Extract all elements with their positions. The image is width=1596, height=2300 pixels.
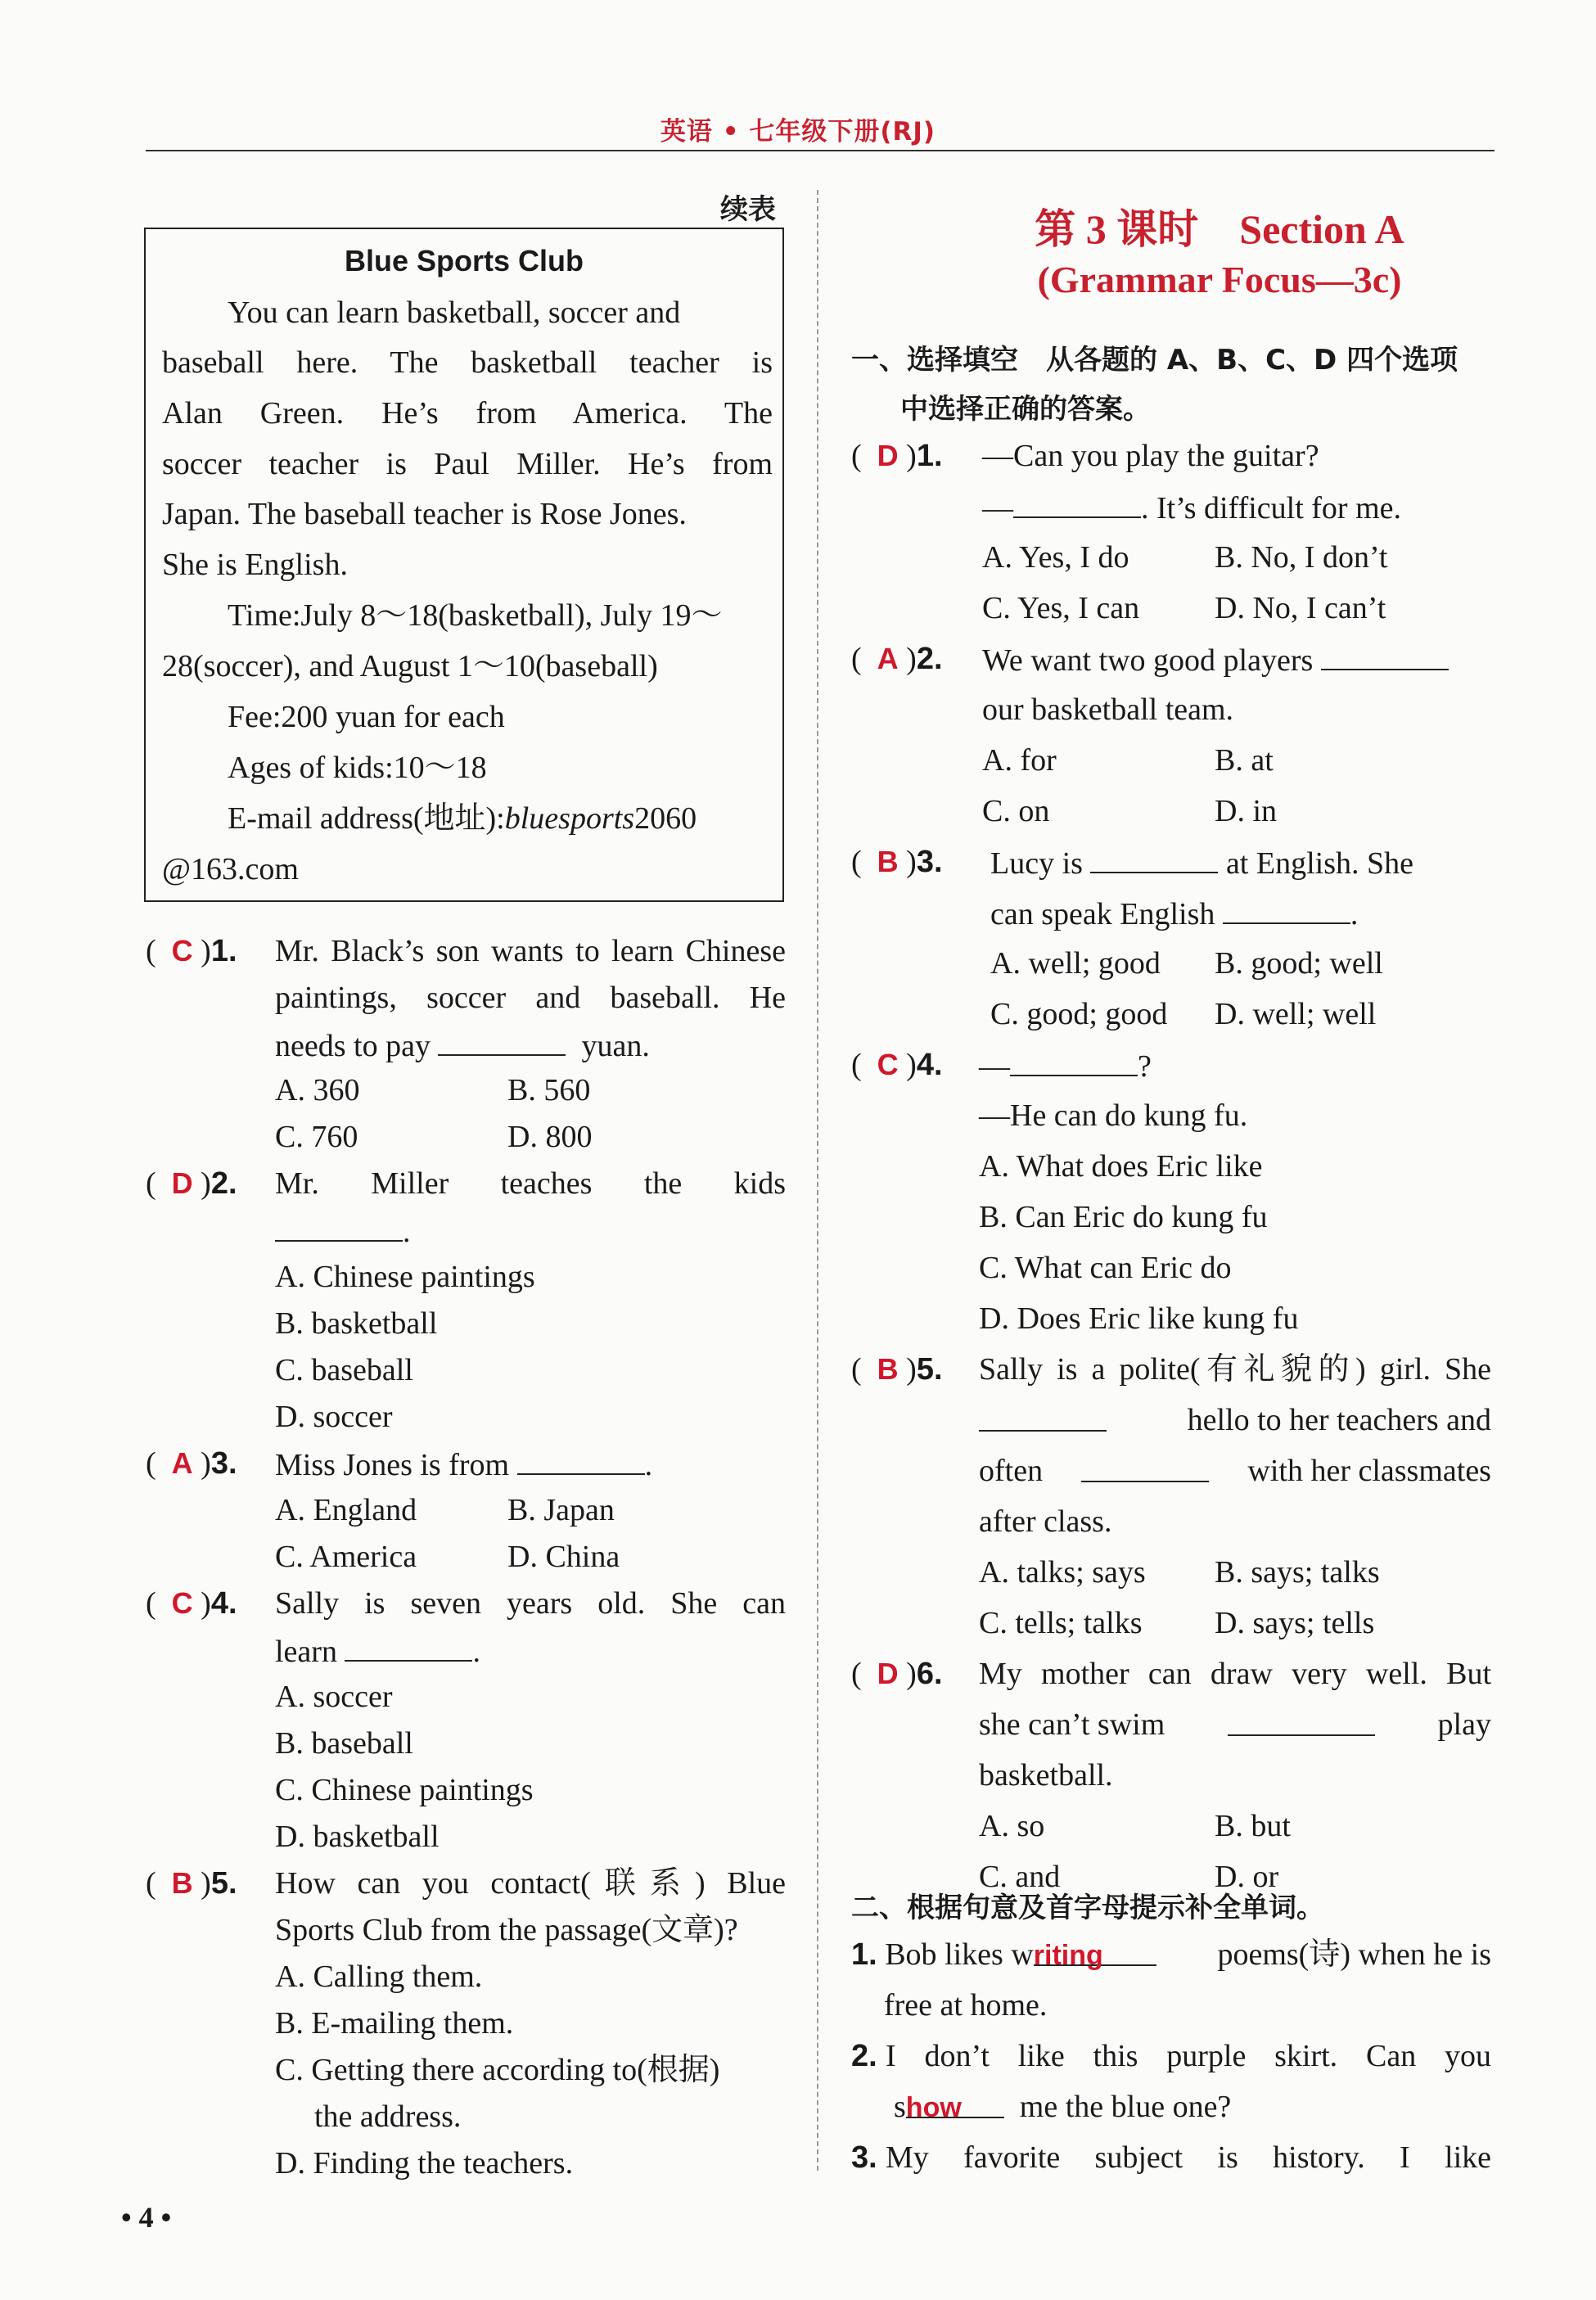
question-text: basketball. <box>979 1758 1113 1793</box>
question-text: —Can you play the guitar? <box>982 439 1319 473</box>
option: A. well; good <box>990 946 1161 981</box>
section-1-title-cont: 中选择正确的答案。 <box>900 393 1151 426</box>
question-text: our basketball team. <box>982 692 1234 727</box>
option: D. says; tells <box>1215 1606 1375 1640</box>
option: B. but <box>1215 1809 1291 1843</box>
question-text: learn . <box>275 1632 480 1670</box>
option: D. in <box>1215 794 1277 828</box>
answer-mark: B <box>877 845 899 878</box>
section-1-title: 一、选择填空 从各题的 A、B、C、D 四个选项 <box>851 344 1458 377</box>
option: B. at <box>1215 743 1274 778</box>
answer-blank <box>1321 641 1449 670</box>
question-4-left: ( C )4. <box>146 1586 237 1621</box>
option: C. Chinese paintings <box>275 1773 534 1807</box>
mc-question-3: ( B )3. <box>851 845 943 879</box>
mc-question-1: ( D )1. <box>851 439 943 473</box>
question-text: — . It’s difficult for me. <box>982 489 1401 526</box>
mc-question-6: ( D )6. <box>851 1657 943 1691</box>
option: C. America <box>275 1540 417 1574</box>
answer-blank <box>1090 844 1218 873</box>
email-label: E-mail address(地址): <box>228 801 505 836</box>
answer-mark: A <box>877 642 899 675</box>
answer-blank <box>1033 1937 1156 1971</box>
answer-mark: C <box>171 934 193 967</box>
option: A. talks; says <box>979 1555 1146 1590</box>
option: C. 760 <box>275 1120 358 1154</box>
option: D. or <box>1215 1860 1279 1894</box>
page-header-title: 英语 • 七年级下册(RJ) <box>660 117 936 147</box>
answer-blank <box>1010 1047 1138 1076</box>
fill-answer: how <box>905 2092 962 2123</box>
notice-line: 28(soccer), and August 1～10(baseball) <box>162 649 658 683</box>
option: A. so <box>979 1809 1045 1843</box>
option: A. soccer <box>275 1680 393 1714</box>
option: C. and <box>979 1860 1061 1894</box>
question-text: We want two good players <box>982 641 1449 679</box>
question-text: How can you contact(联系) Blue <box>275 1866 786 1901</box>
mc-question-2: ( A )2. <box>851 642 943 676</box>
page-number: • 4 • <box>121 2201 172 2234</box>
option: D. Finding the teachers. <box>275 2146 574 2180</box>
option: A. What does Eric like <box>979 1149 1263 1184</box>
option: D. well; well <box>1215 997 1377 1031</box>
section-2-title: 二、根据句意及首字母提示补全单词。 <box>851 1892 1324 1924</box>
option: C. good; good <box>990 997 1168 1031</box>
question-text: — ? <box>979 1047 1152 1085</box>
question-text: she can’t swim play <box>979 1707 1491 1742</box>
continued-label: 续表 <box>720 193 776 226</box>
answer-blank <box>517 1445 645 1475</box>
option: A. 360 <box>275 1073 360 1107</box>
answer-blank <box>1228 1707 1375 1736</box>
question-text: hello to her teachers and <box>979 1402 1491 1438</box>
option: B. No, I don’t <box>1215 540 1388 575</box>
question-1-left: ( C )1. <box>146 934 237 968</box>
option: C. Yes, I can <box>982 591 1140 625</box>
notice-line: @163.com <box>162 852 299 886</box>
fill-question-3: 3. My favorite subject is history. I like <box>851 2140 1491 2175</box>
answer-blank <box>438 1026 566 1056</box>
answer-mark: B <box>171 1866 193 1900</box>
option: B. 560 <box>507 1073 591 1107</box>
email-user: bluesports <box>504 801 635 836</box>
option: B. basketball <box>275 1306 438 1341</box>
question-text: Sally is a polite(有礼貌的) girl. She <box>979 1352 1491 1387</box>
option: A. for <box>982 743 1057 778</box>
mc-question-5: ( B )5. <box>851 1352 943 1387</box>
lesson-subtitle: (Grammar Focus—3c) <box>1037 259 1402 300</box>
question-text: can speak English . <box>990 895 1358 932</box>
question-text: Sports Club from the passage(文章)? <box>275 1913 738 1947</box>
option: C. on <box>982 794 1050 828</box>
option: B. says; talks <box>1215 1555 1380 1590</box>
option: B. good; well <box>1215 946 1383 981</box>
option: C. tells; talks <box>979 1606 1143 1640</box>
fill-question-1: 1. Bob likes writing poems(诗) when he is <box>851 1937 1491 1972</box>
question-text: paintings, soccer and baseball. He <box>275 981 786 1015</box>
notice-line: Japan. The baseball teacher is Rose Jones. <box>162 497 687 531</box>
question-text: Mr. Miller teaches the kids <box>275 1166 786 1201</box>
notice-line: You can learn basketball, soccer and <box>228 295 681 330</box>
club-notice-title: Blue Sports Club <box>344 244 584 277</box>
answer-blank <box>1081 1453 1209 1482</box>
question-text: Sally is seven years old. She can <box>275 1586 786 1621</box>
option: A. Chinese paintings <box>275 1260 535 1294</box>
question-3-left: ( A )3. <box>146 1446 237 1481</box>
option: D. China <box>507 1540 620 1574</box>
email-number: 2060 <box>634 801 697 836</box>
option: the address. <box>314 2099 462 2134</box>
column-divider <box>817 190 818 2171</box>
fill-answer: riting <box>1033 1940 1103 1971</box>
notice-line: She is English. <box>162 548 348 582</box>
option: C. What can Eric do <box>979 1251 1232 1285</box>
notice-line: Ages of kids:10～18 <box>228 751 487 785</box>
option: D. No, I can’t <box>1215 591 1386 625</box>
question-text: needs to pay yuan. <box>275 1026 650 1064</box>
question-text: —He can do kung fu. <box>979 1098 1248 1133</box>
option: D. Does Eric like kung fu <box>979 1301 1299 1336</box>
notice-line: Fee:200 yuan for each <box>228 700 505 734</box>
question-text: show me the blue one? <box>894 2090 1232 2124</box>
option: D. soccer <box>275 1400 393 1434</box>
answer-mark: D <box>171 1166 193 1200</box>
notice-line: Alan Green. He’s from America. The <box>162 396 773 431</box>
answer-mark: D <box>877 1657 899 1690</box>
option: D. 800 <box>507 1120 593 1154</box>
option: B. Can Eric do kung fu <box>979 1200 1268 1234</box>
question-text: after class. <box>979 1504 1112 1539</box>
answer-blank <box>345 1632 472 1662</box>
option: D. basketball <box>275 1820 440 1854</box>
option: C. baseball <box>275 1353 413 1387</box>
question-5-left: ( B )5. <box>146 1866 237 1901</box>
option: A. Yes, I do <box>982 540 1129 575</box>
answer-mark: A <box>171 1446 193 1480</box>
question-text: often with her classmates <box>979 1454 1491 1488</box>
notice-email-line <box>228 800 697 837</box>
answer-blank <box>979 1402 1107 1432</box>
answer-mark: C <box>877 1048 899 1081</box>
answer-mark: B <box>877 1352 899 1386</box>
answer-blank <box>1223 895 1350 924</box>
option: B. baseball <box>275 1726 413 1761</box>
notice-line: Time:July 8～18(basketball), July 19～ <box>228 598 723 633</box>
option: B. E-mailing them. <box>275 2006 514 2041</box>
fill-question-2: 2. I don’t like this purple skirt. Can you <box>851 2039 1491 2073</box>
option: B. Japan <box>507 1493 615 1527</box>
option: A. England <box>275 1493 417 1527</box>
lesson-title: 第 3 课时 Section A <box>1035 206 1404 252</box>
option: C. Getting there according to(根据) <box>275 2053 720 2087</box>
option: A. Calling them. <box>275 1960 483 1994</box>
question-text: Mr. Black’s son wants to learn Chinese <box>275 934 786 968</box>
question-2-left: ( D )2. <box>146 1166 237 1201</box>
question-text: free at home. <box>884 1988 1048 2023</box>
notice-line: baseball here. The basketball teacher is <box>162 345 773 380</box>
answer-blank <box>905 2089 1004 2123</box>
question-text: Miss Jones is from . <box>275 1445 652 1483</box>
question-text: Lucy is at English. She <box>990 844 1413 882</box>
question-text: My mother can draw very well. But <box>979 1657 1491 1691</box>
header-rule <box>146 150 1495 151</box>
answer-blank <box>275 1212 403 1242</box>
answer-mark: C <box>171 1586 193 1620</box>
mc-question-4: ( C )4. <box>851 1048 943 1082</box>
answer-blank <box>1013 489 1141 518</box>
answer-mark: D <box>877 439 899 472</box>
notice-line: soccer teacher is Paul Miller. He’s from <box>162 447 773 481</box>
question-text: . <box>275 1212 411 1250</box>
